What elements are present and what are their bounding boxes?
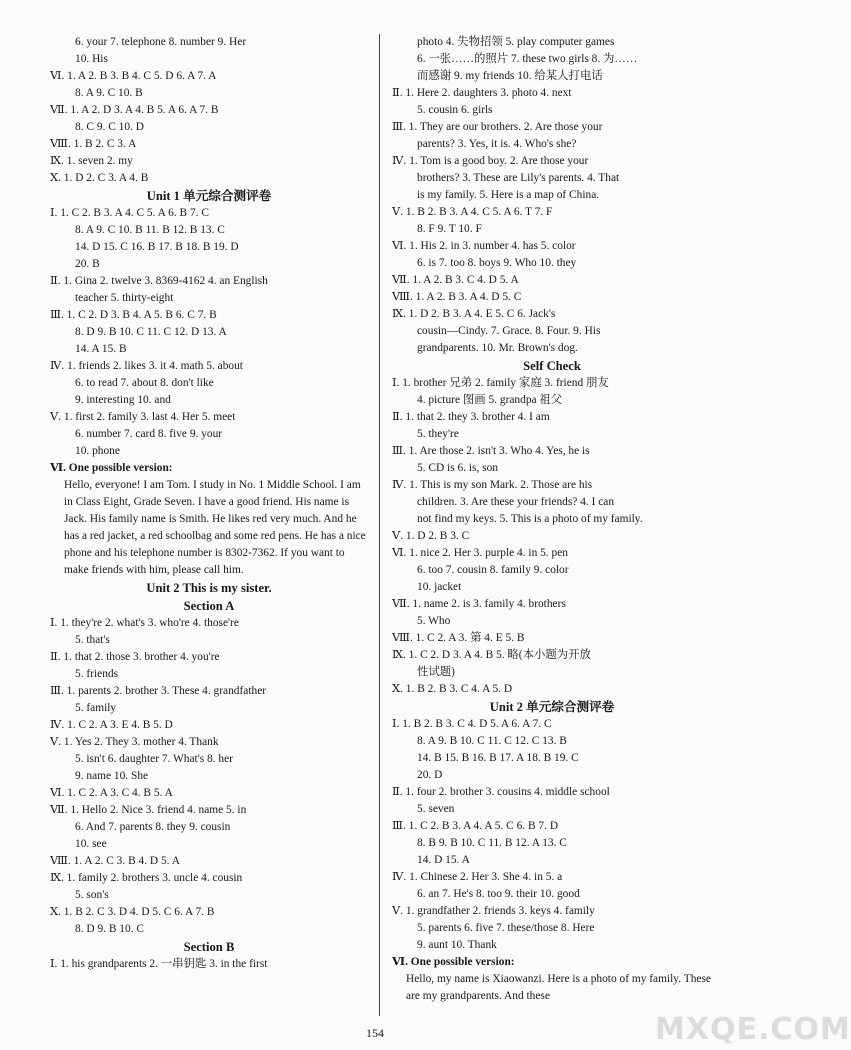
answer-line: Ⅲ. 1. Are those 2. isn't 3. Who 4. Yes, he is — [392, 445, 590, 457]
answer-line-continued: 9. interesting 10. and — [75, 394, 171, 406]
left-answer-column — [50, 34, 368, 973]
answer-line-continued: cousin—Cindy. 7. Grace. 8. Four. 9. His — [417, 325, 601, 337]
answer-line-continued: grandparents. 10. Mr. Brown's dog. — [417, 342, 578, 354]
answer-line-continued: 8. D 9. B 10. C — [75, 923, 144, 935]
answer-line: Ⅳ. 1. Chinese 2. Her 3. She 4. in 5. a — [392, 871, 563, 883]
answer-line: Ⅱ. 1. that 2. they 3. brother 4. I am — [392, 411, 550, 423]
answer-line: Ⅸ. 1. D 2. B 3. A 4. E 5. C 6. Jack's — [392, 308, 556, 320]
answer-line-continued: teacher 5. thirty-eight — [75, 292, 174, 304]
answer-line-continued: children. 3. Are these your friends? 4. I can — [417, 496, 615, 508]
answer-line-continued: 6. And 7. parents 8. they 9. cousin — [75, 821, 231, 833]
answer-line: Ⅱ. 1. Here 2. daughters 3. photo 4. next — [392, 87, 572, 99]
answer-line-continued: 8. A 9. C 10. B — [75, 87, 143, 99]
answer-line: Ⅵ. 1. His 2. in 3. number 4. has 5. color — [392, 240, 576, 252]
answer-section-label: Ⅵ. One possible version: — [50, 462, 173, 474]
answer-line-continued: is my family. 5. Here is a map of China. — [417, 189, 600, 201]
answer-line: Ⅲ. 1. C 2. B 3. A 4. A 5. C 6. B 7. D — [392, 820, 559, 832]
answer-line-continued: 5. isn't 6. daughter 7. What's 8. her — [75, 753, 233, 765]
answer-line: Ⅴ. 1. Yes 2. They 3. mother 4. Thank — [50, 736, 219, 748]
answer-line: Ⅰ. 1. his grandparents 2. 一串钥匙 3. in the first — [50, 958, 268, 970]
answer-line: Ⅹ. 1. B 2. C 3. D 4. D 5. C 6. A 7. B — [50, 906, 215, 918]
answer-line-continued: 10. His — [75, 53, 108, 65]
answer-line-continued: 6. an 7. He's 8. too 9. their 10. good — [417, 888, 580, 900]
answer-line-continued: brothers? 3. These are Lily's parents. 4. That — [417, 172, 620, 184]
answer-line-continued: photo 4. 失物招领 5. play computer games — [417, 36, 615, 48]
answer-line-continued: 6. to read 7. about 8. don't like — [75, 377, 214, 389]
answer-line: Ⅳ. 1. C 2. A 3. E 4. B 5. D — [50, 719, 173, 731]
answer-line: Ⅱ. 1. Gina 2. twelve 3. 8369-4162 4. an English — [50, 275, 268, 287]
answer-line-continued: parents? 3. Yes, it is. 4. Who's she? — [417, 138, 577, 150]
answer-line: Ⅹ. 1. D 2. C 3. A 4. B — [50, 172, 149, 184]
answer-line: Ⅰ. 1. they're 2. what's 3. who're 4. those're — [50, 617, 239, 629]
answer-line: Ⅸ. 1. family 2. brothers 3. uncle 4. cousin — [50, 872, 243, 884]
answer-line-continued: 9. name 10. She — [75, 770, 149, 782]
answer-line-continued: 8. A 9. B 10. C 11. C 12. C 13. B — [417, 735, 567, 747]
answer-line-continued: 14. A 15. B — [75, 343, 127, 355]
answer-line: Ⅴ. 1. grandfather 2. friends 3. keys 4. family — [392, 905, 595, 917]
answer-line-continued: 14. B 15. B 16. B 17. A 18. B 19. C — [417, 752, 579, 764]
answer-line-continued: 而感谢 9. my friends 10. 给某人打电话 — [417, 70, 603, 82]
answer-line: Ⅱ. 1. four 2. brother 3. cousins 4. middle school — [392, 786, 610, 798]
answer-line: Ⅳ. 1. friends 2. likes 3. it 4. math 5. about — [50, 360, 243, 372]
answer-line: Ⅳ. 1. Tom is a good boy. 2. Are those your — [392, 155, 589, 167]
answer-line-continued: 6. 一张……的照片 7. these two girls 8. 为…… — [417, 53, 638, 65]
right-answer-column — [392, 34, 712, 1005]
section-heading: Unit 1 单元综合测评卷 — [146, 189, 272, 203]
answer-line: Ⅶ. 1. name 2. is 3. family 4. brothers — [392, 598, 566, 610]
column-divider — [379, 34, 380, 1016]
answer-line-continued: 5. seven — [417, 803, 455, 815]
answer-line-continued: 5. cousin 6. girls — [417, 104, 493, 116]
answer-line: Ⅴ. 1. first 2. family 3. last 4. Her 5. meet — [50, 411, 236, 423]
section-heading: Section B — [183, 940, 235, 954]
answer-line-continued: 6. is 7. too 8. boys 9. Who 10. they — [417, 257, 577, 269]
answer-line-continued: 性试题) — [417, 666, 455, 678]
answer-line: Ⅷ. 1. A 2. B 3. A 4. D 5. C — [392, 291, 522, 303]
answer-line-continued: 4. picture 图画 5. grandpa 祖父 — [417, 394, 563, 406]
answer-line-continued: 10. see — [75, 838, 107, 850]
answer-line: Ⅵ. 1. A 2. B 3. B 4. C 5. D 6. A 7. A — [50, 70, 217, 82]
answer-line-continued: 5. that's — [75, 634, 110, 646]
section-heading: Section A — [183, 599, 235, 613]
answer-line-continued: 14. D 15. A — [417, 854, 470, 866]
answer-line: Ⅵ. 1. C 2. A 3. C 4. B 5. A — [50, 787, 173, 799]
page-number: 154 — [366, 1026, 384, 1040]
answer-line-continued: 8. F 9. T 10. F — [417, 223, 482, 235]
answer-line-continued: 8. B 9. B 10. C 11. B 12. A 13. C — [417, 837, 567, 849]
answer-line-continued: 5. family — [75, 702, 117, 714]
answer-line-continued: 20. D — [417, 769, 443, 781]
answer-line-continued: 5. CD is 6. is, son — [417, 462, 499, 474]
answer-line: Ⅷ. 1. C 2. A 3. 第 4. E 5. B — [392, 632, 525, 644]
answer-line-continued: 8. C 9. C 10. D — [75, 121, 144, 133]
section-heading: Unit 2 单元综合测评卷 — [489, 700, 615, 714]
answer-line: Ⅶ. 1. Hello 2. Nice 3. friend 4. name 5. in — [50, 804, 247, 816]
answer-line: Ⅶ. 1. A 2. B 3. C 4. D 5. A — [392, 274, 519, 286]
answer-line-continued: 10. jacket — [417, 581, 462, 593]
answer-line-continued: 14. D 15. C 16. B 17. B 18. B 19. D — [75, 241, 239, 253]
answer-line: Ⅷ. 1. A 2. C 3. B 4. D 5. A — [50, 855, 180, 867]
answer-line-continued: 5. parents 6. five 7. these/those 8. Here — [417, 922, 595, 934]
section-heading: Unit 2 This is my sister. — [146, 581, 272, 595]
answer-line: Ⅸ. 1. C 2. D 3. A 4. B 5. 略(本小题为开放 — [392, 649, 591, 661]
answer-line-continued: 6. too 7. cousin 8. family 9. color — [417, 564, 569, 576]
answer-section-label: Ⅵ. One possible version: — [392, 956, 515, 968]
watermark-logo: MXQE.COM — [655, 1012, 851, 1047]
answer-line-continued: 6. your 7. telephone 8. number 9. Her — [75, 36, 247, 48]
answer-line: Ⅰ. 1. B 2. B 3. C 4. D 5. A 6. A 7. C — [392, 718, 552, 730]
answer-line: Ⅳ. 1. This is my son Mark. 2. Those are his — [392, 479, 593, 491]
answer-line: Ⅲ. 1. parents 2. brother 3. These 4. grandfather — [50, 685, 267, 697]
answer-line: Ⅴ. 1. D 2. B 3. C — [392, 530, 470, 542]
answer-line-continued: not find my keys. 5. This is a photo of my family. — [417, 513, 643, 525]
sample-essay-paragraph: Hello, everyone! I am Tom. I study in No. 1 Middle School. I am in Class Eight, Grade Seven. I have a good friend. His name is Jack. His family name is Smith. He likes red very much. And he has a red jacket, a red schoolbag and some red pens. He has a nice phone and his telephone number is 8302-7362. If you want to make friends with him, please call him. — [64, 479, 366, 576]
answer-line: Ⅰ. 1. C 2. B 3. A 4. C 5. A 6. B 7. C — [50, 207, 209, 219]
answer-line-continued: 5. they're — [417, 428, 459, 440]
answer-line: Ⅵ. 1. nice 2. Her 3. purple 4. in 5. pen — [392, 547, 568, 559]
answer-line-continued: 9. aunt 10. Thank — [417, 939, 497, 951]
answer-line-continued: 8. A 9. C 10. B 11. B 12. B 13. C — [75, 224, 225, 236]
answer-line: Ⅱ. 1. that 2. those 3. brother 4. you're — [50, 651, 220, 663]
answer-line-continued: 5. friends — [75, 668, 119, 680]
answer-line-continued: 10. phone — [75, 445, 120, 457]
answer-line: Ⅴ. 1. B 2. B 3. A 4. C 5. A 6. T 7. F — [392, 206, 553, 218]
answer-line: Ⅸ. 1. seven 2. my — [50, 155, 133, 167]
answer-line-continued: 20. B — [75, 258, 100, 270]
sample-essay-paragraph: Hello, my name is Xiaowanzi. Here is a photo of my family. These are my grandparents. And these — [406, 973, 711, 1002]
answer-line: Ⅹ. 1. B 2. B 3. C 4. A 5. D — [392, 683, 513, 695]
answer-line: Ⅰ. 1. brother 兄弟 2. family 家庭 3. friend 朋友 — [392, 377, 609, 389]
answer-line: Ⅷ. 1. B 2. C 3. A — [50, 138, 137, 150]
answer-line-continued: 6. number 7. card 8. five 9. your — [75, 428, 223, 440]
answer-line-continued: 5. son's — [75, 889, 109, 901]
answer-line-continued: 8. D 9. B 10. C 11. C 12. D 13. A — [75, 326, 227, 338]
answer-line-continued: 5. Who — [417, 615, 451, 627]
answer-line: Ⅶ. 1. A 2. D 3. A 4. B 5. A 6. A 7. B — [50, 104, 219, 116]
answer-line: Ⅲ. 1. They are our brothers. 2. Are those your — [392, 121, 603, 133]
answer-line: Ⅲ. 1. C 2. D 3. B 4. A 5. B 6. C 7. B — [50, 309, 217, 321]
section-heading: Self Check — [523, 359, 581, 373]
